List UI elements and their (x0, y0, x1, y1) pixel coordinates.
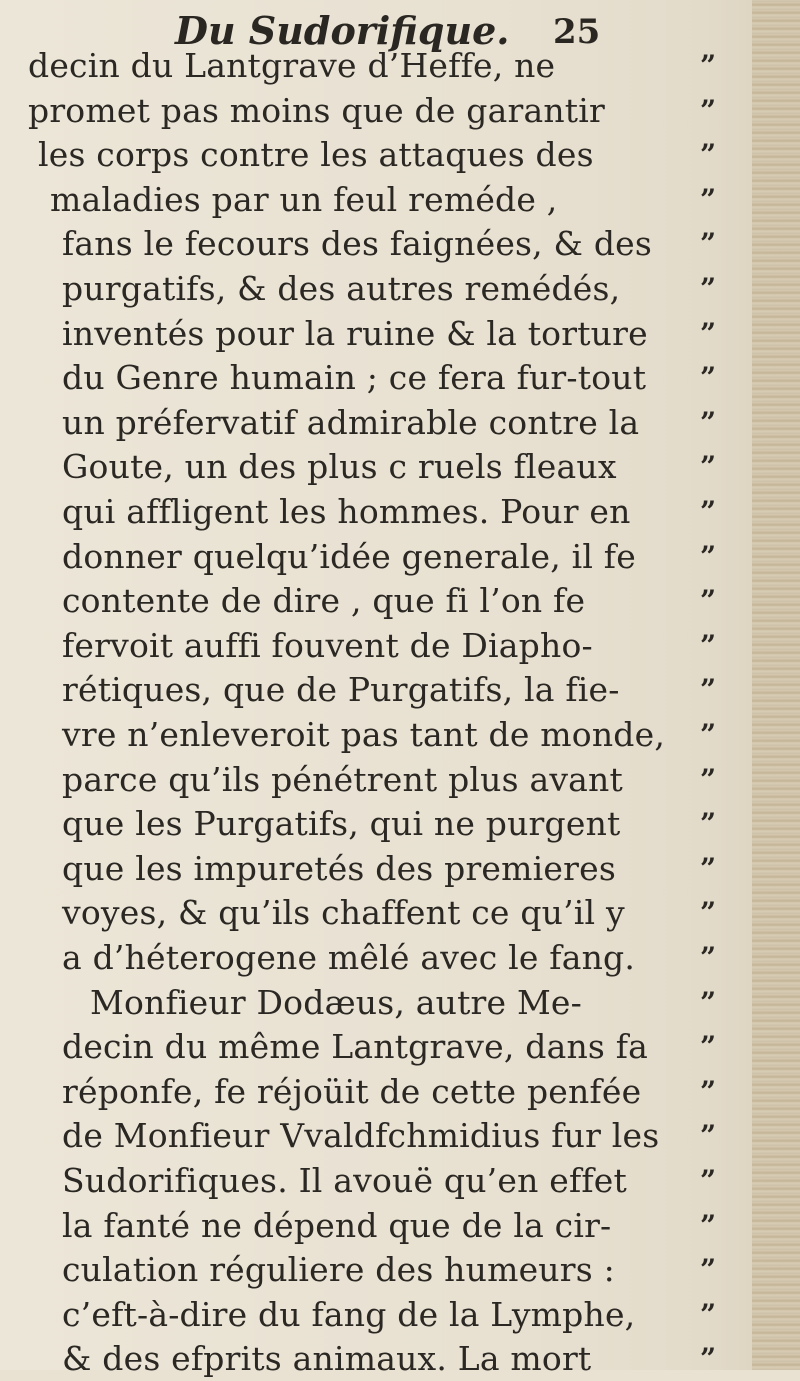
quote-mark: ” (700, 1297, 717, 1331)
text-line: les corps contre les attaques des (38, 135, 594, 175)
text-line: decin du Lantgrave d’Heffe, ne (28, 46, 556, 85)
text-line: purgatifs, & des autres remédés, (62, 269, 621, 308)
quote-mark: ” (700, 1208, 717, 1242)
text-line: rétiques, que de Purgatifs, la fie- (62, 670, 620, 710)
quote-mark: ” (700, 807, 717, 841)
quote-mark: ” (700, 495, 717, 528)
quote-mark: ” (700, 673, 717, 707)
text-line: contente de dire , que fi l’on fe (62, 581, 586, 621)
quote-mark: ” (700, 718, 717, 751)
quote-mark: ” (700, 138, 717, 172)
quote-mark: ” (700, 361, 717, 395)
quote-mark: ” (700, 851, 717, 885)
text-line: Sudorifiques. Il avouë qu’en effet (62, 1161, 627, 1200)
text-line: parce qu’ils pénétrent plus avant (62, 759, 623, 799)
quote-mark: ” (700, 1119, 717, 1153)
quote-mark: ” (700, 762, 717, 796)
text-line: qui affligent les hommes. Pour en (62, 492, 631, 531)
quote-mark: ” (700, 896, 717, 930)
quote-mark: ” (700, 1164, 717, 1197)
quote-mark: ” (700, 405, 717, 439)
text-line: donner quelqu’idée generale, il fe (62, 536, 636, 576)
quote-mark: ” (700, 316, 717, 350)
text-line: réponfe, fe réjoüit de cette penfée (62, 1071, 642, 1111)
text-line: que les impuretés des premieres (62, 848, 616, 888)
text-line: Goute, un des plus c ruels fleaux (62, 447, 617, 487)
text-line: inventés pour la ruine & la torture (62, 313, 648, 353)
text-line: du Genre humain ; ce fera fur-tout (62, 358, 647, 398)
text-line: vre n’enleveroit pas tant de monde, (62, 715, 666, 754)
quote-mark: ” (700, 227, 717, 261)
text-line: de Monfieur Vvaldfchmidius fur les (62, 1116, 660, 1156)
running-title: Du Sudorifique. (175, 8, 510, 53)
text-line: maladies par un feul reméde , (50, 179, 558, 219)
text-line: promet pas moins que de garantir (28, 90, 605, 130)
quote-mark: ” (700, 450, 717, 484)
quote-mark: ” (700, 93, 717, 127)
text-line: la fanté ne dépend que de la cir- (62, 1205, 612, 1245)
text-line: culation réguliere des humeurs : (62, 1250, 615, 1290)
quote-mark: ” (700, 1030, 717, 1064)
page-number: 25 (553, 12, 601, 52)
quote-mark: ” (700, 584, 717, 618)
text-line: c’eft-à-dire du fang de la Lymphe, (62, 1294, 636, 1334)
text-line: un préfervatif admirable contre la (62, 402, 640, 442)
page-edge (752, 0, 800, 1370)
quote-mark: ” (700, 49, 717, 82)
quote-mark: ” (700, 1074, 717, 1108)
text-line: fervoit auffi fouvent de Diapho- (62, 625, 593, 665)
quote-mark: ” (700, 1253, 717, 1287)
text-line: Monfieur Dodæus, autre Me- (90, 982, 583, 1022)
quote-mark: ” (700, 985, 717, 1019)
text-line: que les Purgatifs, qui ne purgent (62, 804, 621, 844)
quote-mark: ” (700, 182, 717, 216)
text-line: fans le fecours des faignées, & des (62, 224, 653, 264)
quote-mark: ” (700, 272, 717, 305)
quote-mark: ” (700, 941, 717, 974)
quote-mark: ” (700, 539, 717, 573)
text-line: & des efprits animaux. La mort (62, 1339, 592, 1379)
text-line: a d’héterogene mêlé avec le fang. (62, 938, 636, 977)
quote-mark: ” (700, 1342, 717, 1376)
quote-mark: ” (700, 628, 717, 662)
text-line: decin du même Lantgrave, dans fa (62, 1027, 649, 1067)
text-line: voyes, & qu’ils chaffent ce qu’il y (62, 893, 625, 933)
